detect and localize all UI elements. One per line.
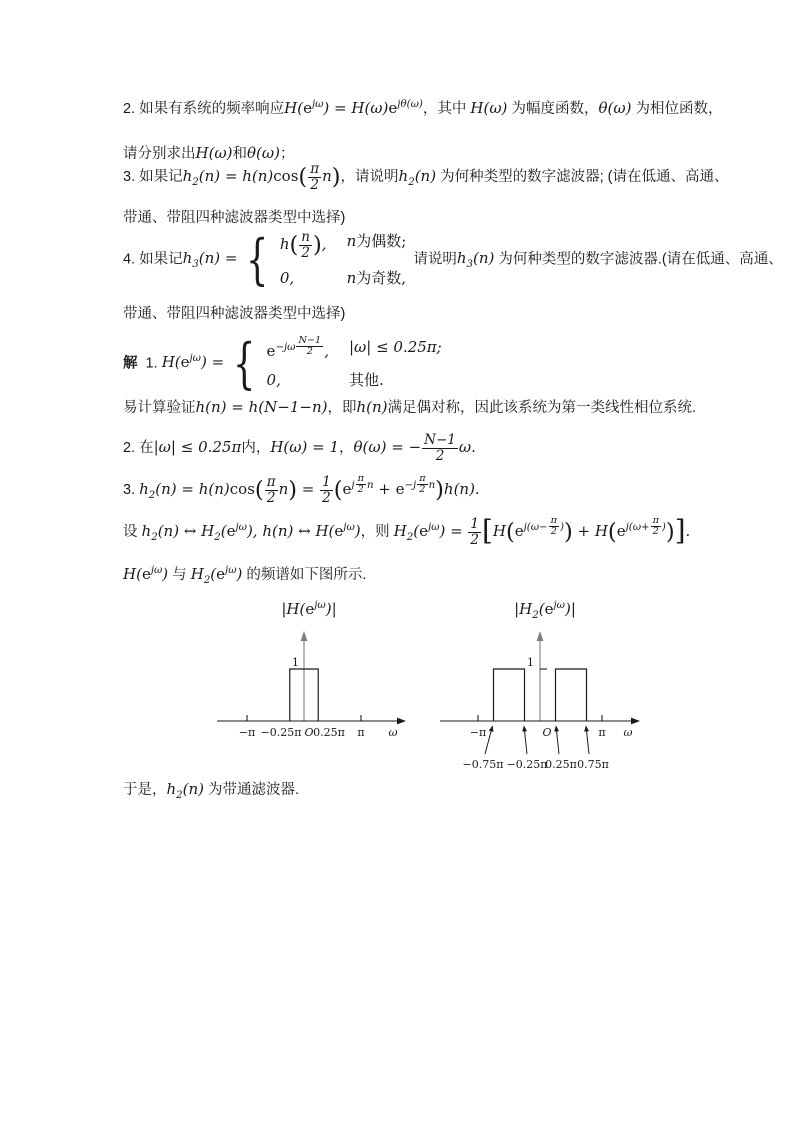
solution-part-3-transform: 设 $h_2(n)$ ↔ $H_2(e^{j\omega})$, h(n) ↔ $H(e^{j\omega})$，则 $H_2(e^{j\omega})$ = $\frac{1}{2}$ $[H(e^{j(\omega- \frac{\pi}{2} )}) + H(e^{j(\omega+ \frac{\pi}{2} )})]$. xyxy=(123,514,691,548)
figure-H2-spectrum xyxy=(435,600,655,776)
passband-rect-negative xyxy=(494,669,525,721)
figure-H2-title: $|H_2(e^{j\omega})|$ xyxy=(514,600,576,621)
callout-label-pos-075pi: 0.75π xyxy=(577,758,609,771)
tick-label-pos-pi: π xyxy=(357,726,365,739)
problem-4-line-2: 带通、带阻四种滤波器类型中选择) xyxy=(123,306,346,322)
conclusion: 于是，$h_2(n)$ 为带通滤波器. xyxy=(123,780,300,801)
callout-label-neg-025pi: −0.25π xyxy=(506,758,548,771)
figure-H-title: $|H(e^{j\omega})|$ xyxy=(281,600,337,618)
solution-part-1: 解 1. $H(e^{j\omega})$ = { $e^{-j\omega \frac{N-1}{2}}$ , |ω| ≤ 0.25π; 0, 其他. xyxy=(123,331,442,395)
H2-spectrum-chart xyxy=(435,626,655,776)
tick-label-pos-pi: π xyxy=(598,726,606,739)
problem-2-line-2: 请分别求出H(ω)和θ(ω)； xyxy=(123,144,295,162)
figure-intro: $H(e^{j\omega})$ 与 $H_2(e^{j\omega})$ 的频谱如下图所示. xyxy=(123,565,367,586)
problem-3-line-1: 3. 如果记$h_2(n) = h(n)\cos$( $\frac{\pi}{2}$ n)，请说明$h_2(n)$ 为何种类型的数字滤波器; (请在低通、高通、 xyxy=(123,161,729,193)
problem-3-line-2: 带通、带阻四种滤波器类型中选择) xyxy=(123,210,346,226)
x-axis-arrowhead xyxy=(397,718,406,725)
spectrum-figures xyxy=(209,600,655,776)
origin-label: O xyxy=(542,726,552,739)
y-axis-arrowhead xyxy=(301,631,308,641)
H-spectrum-chart xyxy=(209,626,409,751)
tick-label-neg-pi: −π xyxy=(238,726,256,739)
x-axis-label: ω xyxy=(388,726,398,739)
problem-2-line-1: 2. 如果有系统的频率响应$H(e^{j\omega}) = H(\omega)e^{j\theta(\omega)}$，其中 H(ω) 为幅度函数，θ(ω) 为相位函数， xyxy=(123,99,723,117)
amplitude-label: 1 xyxy=(292,656,299,669)
callout-arrow-pos-075pi xyxy=(586,726,589,754)
callout-label-neg-075pi: −0.75π xyxy=(462,758,504,771)
tick-label-neg-quarter: −0.25π xyxy=(260,726,302,739)
figure-H-spectrum xyxy=(209,600,409,776)
solution-part-2: 2. 在|ω| ≤ 0.25π内，H(ω) = 1，θ(ω) = − $\frac{N-1}{2}$ ω. xyxy=(123,432,476,464)
problem-4-line-1: 4. 如果记$h_3(n)$ = { h( $\frac{n}{2}$ ), n为偶数; 0, n为奇数, 请说明$h_3(n)$ 为何种类型的数字滤波器.(请在低通、高通、 xyxy=(123,227,783,291)
tick-label-pos-quarter: 0.25π xyxy=(313,726,345,739)
tick-label-neg-pi: −π xyxy=(469,726,487,739)
passband-rect-positive xyxy=(556,669,587,721)
solution-part-3: 3. $h_2(n) = h(n)\cos$( $\frac{\pi}{2}$ n) = $\frac{1}{2}$ $(e^{j \frac{\pi}{2} n} + e^{-j \frac{\pi}{2} n})h(n)$. xyxy=(123,473,480,506)
amplitude-label: 1 xyxy=(527,656,534,669)
callout-label-pos-025pi: 0.25π xyxy=(545,758,577,771)
callout-arrow-neg-025pi xyxy=(524,726,527,754)
x-axis-arrowhead xyxy=(631,718,640,725)
y-axis-arrowhead xyxy=(537,631,544,641)
x-axis-label: ω xyxy=(623,726,633,739)
solution-part-1-note: 易计算验证h(n) = h(N−1−n)，即h(n)满足偶对称，因此该系统为第一类线性相位系统. xyxy=(123,398,697,416)
origin-label: O xyxy=(304,726,314,739)
callout-arrow-pos-025pi xyxy=(556,726,559,754)
